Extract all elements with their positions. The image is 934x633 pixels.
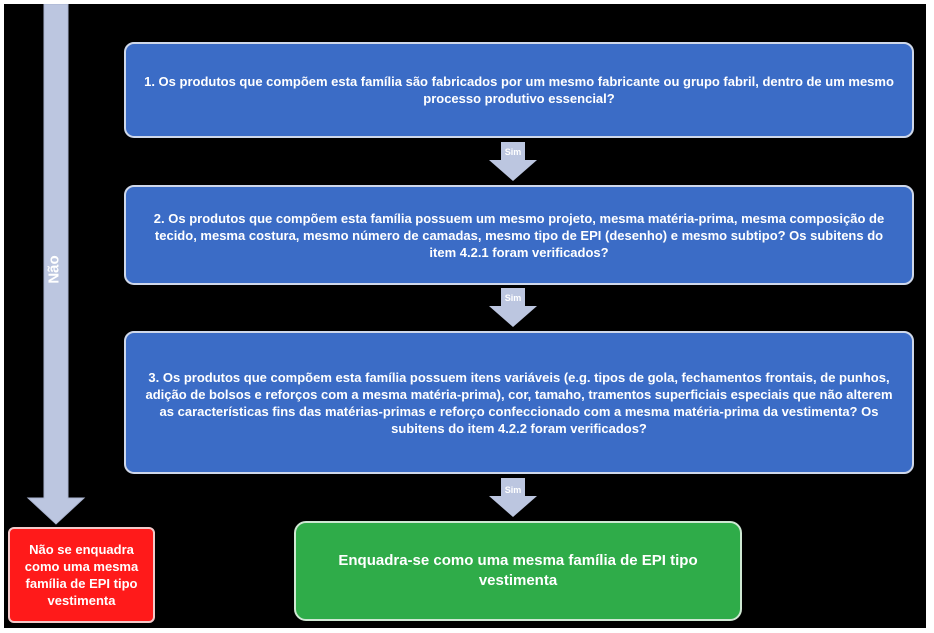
- no-label: Não: [45, 254, 63, 284]
- no-label-wrapper: [39, 249, 69, 289]
- yes-label-1: Sim: [504, 147, 522, 157]
- yes-arrow-3: [488, 478, 538, 518]
- question-2-box: [124, 185, 914, 285]
- flowchart-canvas: [4, 4, 926, 628]
- question-1-box: [124, 42, 914, 138]
- question-3-box: [124, 331, 914, 474]
- question-1-text: 1. Os produtos que compõem esta família são fabricados por um mesmo fabricante ou grupo fabril, dentro de um mesmo processo produtivo essencial?: [144, 74, 894, 106]
- yes-label-2: Sim: [504, 293, 522, 303]
- result-yes-text: Enquadra-se como uma mesma família de EPI tipo vestimenta: [338, 552, 698, 589]
- result-yes-box: [294, 521, 742, 621]
- yes-label-3: Sim: [504, 485, 522, 495]
- question-3-text: 3. Os produtos que compõem esta família possuem itens variáveis (e.g. tipos de gola, fechamentos frontais, de punhos, adição de bolsos e reforços com a mesma matéria-prima), cor, tamaho, tramentos superficiais especiais que não alterem as características fins das matérias-primas e reforço confeccionado com a mesma matéria-prima da vestimenta? Os subitens do item 4.2.2 foram verificados?: [145, 369, 893, 436]
- result-no-box: [8, 527, 155, 623]
- result-no-text: Não se enquadra como uma mesma família de EPI tipo vestimenta: [24, 542, 139, 608]
- question-2-text: 2. Os produtos que compõem esta família possuem um mesmo projeto, mesma matéria-prima, mesma composição de tecido, mesma costura, mesmo número de camadas, mesmo tipo de EPI (desenho) e mesmo subtipo? Os subitens do item 4.2.1 foram verificados?: [153, 210, 885, 260]
